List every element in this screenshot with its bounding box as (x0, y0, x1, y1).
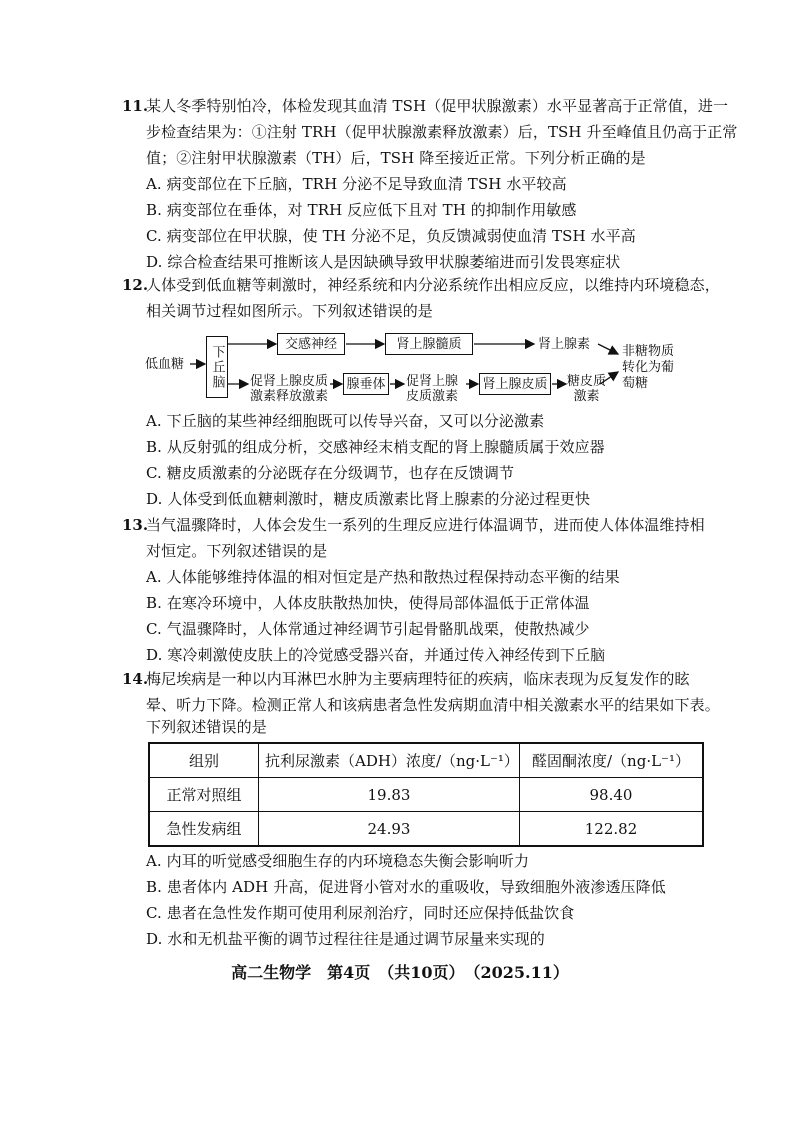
diagram-cortex-label: 肾上腺皮质 (482, 376, 548, 392)
table-header-cell: 醛固酮浓度/（ng·L⁻¹） (520, 743, 704, 778)
diagram-cortisol-line-1: 糖皮质 (567, 374, 607, 389)
table-cell: 122.82 (520, 812, 704, 847)
diagram-acth-line-2: 皮质激素 (406, 389, 459, 404)
diagram-sympathetic-box (277, 333, 345, 355)
table-header-row (149, 743, 703, 778)
diagram-cortex-box (479, 373, 551, 395)
question-13-option-d: D. 寒冷刺激使皮肤上的冷觉感受器兴奋，并通过传入神经传到下丘脑 (146, 646, 606, 664)
table-cell: 急性发病组 (149, 812, 259, 847)
diagram-crh-line-2: 激素释放激素 (250, 389, 329, 404)
diagram-acth-label (406, 374, 458, 404)
question-11-option-a: A. 病变部位在下丘脑，TRH 分泌不足导致血清 TSH 水平较高 (146, 175, 567, 193)
diagram-stimulus-label: 低血糖 (145, 357, 185, 372)
question-11-option-d: D. 综合检查结果可推断该人是因缺碘导致甲状腺萎缩进而引发畏寒症状 (146, 253, 621, 271)
diagram-medulla-box (385, 333, 473, 355)
diagram-pituitary-box (343, 373, 389, 395)
question-13-option-a: A. 人体能够维持体温的相对恒定是产热和散热过程保持动态平衡的结果 (146, 568, 620, 586)
diagram-medulla-label: 肾上腺髓质 (396, 336, 462, 352)
question-14-option-a: A. 内耳的听觉感受细胞生存的内环境稳态失衡会影响听力 (146, 852, 530, 870)
diagram-crh-label (250, 374, 328, 404)
question-12-stem-line-1: 人体受到低血糖等刺激时，神经系统和内分泌系统作出相应反应，以维持内环境稳态， (146, 276, 720, 294)
diagram-acth-line-1: 促肾上腺 (406, 374, 459, 389)
question-11-stem-line-1: 某人冬季特别怕冷，体检发现其血清 TSH（促甲状腺激素）水平显著高于正常值，进一 (146, 97, 729, 115)
question-14-stem-line-3: 下列叙述错误的是 (146, 718, 267, 736)
page-footer: 高二生物学 第4页 （共10页） （2025.11） (231, 963, 569, 982)
question-11-stem-line-3: 值；②注射甲状腺激素（TH）后，TSH 降至接近正常。下列分析正确的是 (146, 149, 646, 167)
diagram-outcome-line-3: 萄糖 (622, 376, 649, 391)
question-13-stem-line-2: 对恒定。下列叙述错误的是 (146, 542, 328, 560)
table-header-cell: 抗利尿激素（ADH）浓度/（ng·L⁻¹） (259, 743, 520, 778)
question-11-stem-line-2: 步检查结果为：①注射 TRH（促甲状腺激素释放激素）后，TSH 升至峰值且仍高于正常 (146, 123, 738, 141)
question-14-option-b: B. 患者体内 ADH 升高，促进肾小管对水的重吸收，导致细胞外液渗透压降低 (146, 878, 666, 896)
question-13-number: 13. (122, 516, 149, 534)
question-12-option-b: B. 从反射弧的组成分析，交感神经末梢支配的肾上腺髓质属于效应器 (146, 438, 605, 456)
hormone-table (148, 742, 704, 847)
question-14-stem-line-1: 梅尼埃病是一种以内耳淋巴水肿为主要病理特征的疾病，临床表现为反复发作的眩 (146, 670, 690, 688)
question-11-option-b: B. 病变部位在垂体，对 TRH 反应低下且对 TH 的抑制作用敏感 (146, 201, 577, 219)
diagram-sympathetic-label: 交感神经 (284, 336, 337, 352)
diagram-outcome-line-2: 转化为葡 (622, 360, 675, 375)
table-header-cell: 组别 (149, 743, 259, 778)
question-13-option-b: B. 在寒冷环境中，人体皮肤散热加快，使得局部体温低于正常体温 (146, 594, 590, 612)
diagram-cortisol-label (567, 374, 606, 404)
question-13-stem-line-1: 当气温骤降时，人体会发生一系列的生理反应进行体温调节，进而使人体体温维持相 (146, 516, 705, 534)
diagram-hypothalamus-label: 下丘脑 (209, 344, 225, 390)
table-row (149, 778, 703, 812)
question-11-option-c: C. 病变部位在甲状腺，使 TH 分泌不足，负反馈减弱使血清 TSH 水平高 (146, 227, 636, 245)
question-12-number: 12. (122, 276, 149, 294)
diagram-outcome-label (622, 344, 674, 392)
diagram-epinephrine-label: 肾上腺素 (538, 337, 591, 352)
question-11-number: 11. (122, 97, 149, 115)
question-13-option-c: C. 气温骤降时，人体常通过神经调节引起骨骼肌战栗，使散热减少 (146, 620, 590, 638)
question-14-stem-line-2: 晕、听力下降。检测正常人和该病患者急性发病期血清中相关激素水平的结果如下表。 (146, 696, 720, 714)
question-14-number: 14. (122, 670, 149, 688)
table-cell: 98.40 (520, 778, 704, 812)
diagram-cortisol-line-2: 激素 (573, 389, 600, 404)
diagram-hypothalamus-box (206, 336, 228, 398)
table-cell: 正常对照组 (149, 778, 259, 812)
table-cell: 19.83 (259, 778, 520, 812)
table-row (149, 812, 703, 847)
question-12-stem-line-2: 相关调节过程如图所示。下列叙述错误的是 (146, 302, 433, 320)
table-cell: 24.93 (259, 812, 520, 847)
question-12-option-d: D. 人体受到低血糖刺激时，糖皮质激素比肾上腺素的分泌过程更快 (146, 490, 591, 508)
diagram-pituitary-label: 腺垂体 (346, 376, 386, 392)
diagram-outcome-line-1: 非糖物质 (622, 344, 675, 359)
diagram-crh-line-1: 促肾上腺皮质 (250, 374, 329, 389)
question-12-option-c: C. 糖皮质激素的分泌既存在分级调节，也存在反馈调节 (146, 464, 515, 482)
question-14-option-d: D. 水和无机盐平衡的调节过程往往是通过调节尿量来实现的 (146, 930, 545, 948)
question-14-option-c: C. 患者在急性发作期可使用利尿剂治疗，同时还应保持低盐饮食 (146, 904, 575, 922)
question-12-option-a: A. 下丘脑的某些神经细胞既可以传导兴奋，又可以分泌激素 (146, 412, 545, 430)
